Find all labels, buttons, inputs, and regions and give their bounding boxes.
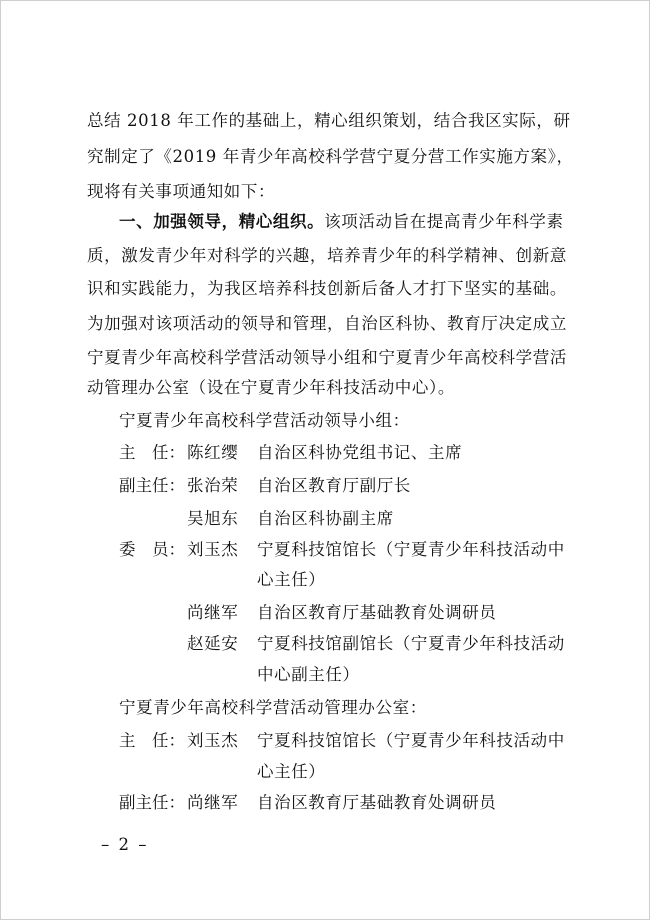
member-position-cont: 心主任） (257, 570, 326, 589)
office-member-position-cont: 心主任） (257, 762, 326, 781)
intro-line-1: 总结 2018 年工作的基础上，精心组织策划，结合我区实际，研 (87, 111, 571, 130)
member-position: 自治区教育厅副厅长 (257, 476, 411, 495)
page-number: – 2 – (101, 835, 149, 854)
office-member-position: 宁夏科技馆馆长（宁夏青少年科技活动中 (257, 731, 565, 750)
leading-group-title: 宁夏青少年高校科学营活动领导小组： (119, 411, 410, 430)
member-position: 宁夏科技馆副馆长（宁夏青少年科技活动 (257, 634, 565, 653)
intro-line-3: 现将有关事项通知如下： (87, 182, 276, 201)
section1-line-6: 动管理办公室（设在宁夏青少年科技活动中心）。 (87, 378, 455, 397)
intro-line-2: 究制定了《2019 年青少年高校科学营宁夏分营工作实施方案》， (87, 147, 574, 166)
office-member-role: 副主任： (119, 793, 185, 812)
member-position-cont: 中心副主任） (257, 665, 360, 684)
member-name: 赵延安 (187, 634, 239, 653)
member-role: 主 任： (119, 443, 185, 462)
member-name: 张治荣 (187, 476, 239, 495)
member-position: 宁夏科技馆馆长（宁夏青少年科技活动中 (257, 540, 565, 559)
member-role: 副主任： (119, 476, 185, 495)
section1-line-5: 宁夏青少年高校科学营活动领导小组和宁夏青少年高校科学营活 (87, 348, 567, 367)
member-name: 吴旭东 (187, 509, 239, 528)
member-name: 尚继军 (187, 603, 239, 622)
member-role: 委 员： (119, 540, 185, 559)
section1-first-rest: 该项活动旨在提高青少年科学素 (324, 212, 564, 231)
office-member-position: 自治区教育厅基础教育处调研员 (257, 793, 497, 812)
office-title: 宁夏青少年高校科学营活动管理办公室： (119, 698, 427, 717)
section1-line-2: 质，激发青少年对科学的兴趣，培养青少年的科学精神、创新意 (87, 246, 567, 265)
office-member-role: 主 任： (119, 731, 185, 750)
section1-line-3: 识和实践能力，为我区培养科技创新后备人才打下坚实的基础。 (87, 279, 567, 298)
member-position: 自治区科协党组书记、主席 (257, 443, 463, 462)
member-position: 自治区教育厅基础教育处调研员 (257, 603, 497, 622)
office-member-name: 刘玉杰 (187, 731, 239, 750)
member-position: 自治区科协副主席 (257, 509, 394, 528)
section1-heading: 一、加强领导，精心组织。 (119, 212, 325, 231)
member-name: 陈红缨 (187, 443, 239, 462)
section1-line-4: 为加强对该项活动的领导和管理，自治区科协、教育厅决定成立 (87, 314, 567, 333)
member-name: 刘玉杰 (187, 540, 239, 559)
office-member-name: 尚继军 (187, 793, 239, 812)
section1-first-line (119, 210, 567, 234)
